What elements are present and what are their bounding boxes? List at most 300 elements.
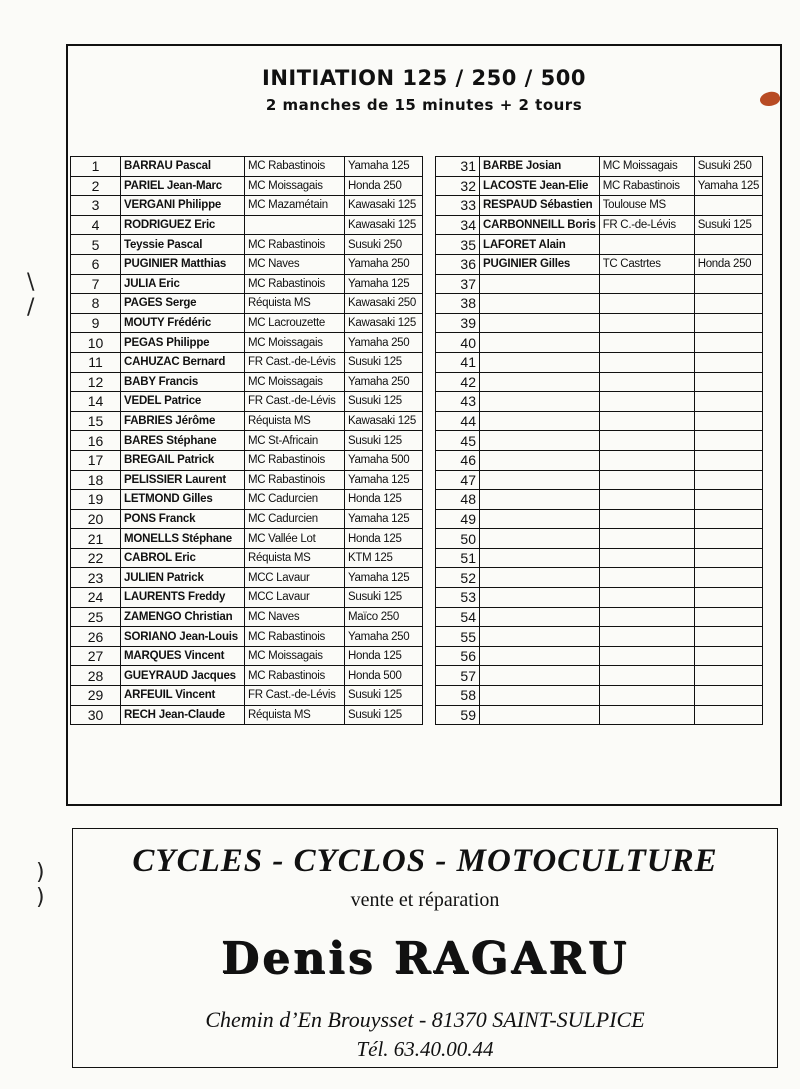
entry-rider	[480, 588, 600, 608]
entry-club: MC Rabastinois	[245, 235, 345, 255]
entry-bike	[694, 568, 762, 588]
table-row	[436, 490, 763, 510]
ad-address: Chemin d’En Brouysset - 81370 SAINT-SULPICE	[205, 1007, 645, 1032]
entry-rider: RODRIGUEZ Eric	[121, 215, 245, 235]
entry-number: 39	[436, 313, 480, 333]
entry-bike	[694, 392, 762, 412]
entry-number: 10	[71, 333, 121, 353]
entry-bike: Kawasaki 250	[345, 294, 423, 314]
entry-number: 25	[71, 607, 121, 627]
entry-club: MC Cadurcien	[245, 490, 345, 510]
entry-number: 15	[71, 411, 121, 431]
table-row	[436, 254, 763, 274]
table-row	[436, 392, 763, 412]
entry-bike: Susuki 250	[345, 235, 423, 255]
entry-number: 34	[436, 215, 480, 235]
table-row	[71, 686, 423, 706]
entry-number: 30	[71, 705, 121, 725]
punch-hole-mark: ) )	[36, 860, 45, 910]
table-row	[71, 352, 423, 372]
entry-number: 44	[436, 411, 480, 431]
entry-number: 29	[71, 686, 121, 706]
entry-club: MCC Lavaur	[245, 568, 345, 588]
entry-bike: Yamaha 125	[345, 274, 423, 294]
entry-number: 26	[71, 627, 121, 647]
entry-bike: Susuki 125	[694, 215, 762, 235]
entry-rider	[480, 431, 600, 451]
entry-club: MC Rabastinois	[599, 176, 694, 196]
entry-number: 43	[436, 392, 480, 412]
table-row	[436, 666, 763, 686]
entry-rider: MONELLS Stéphane	[121, 529, 245, 549]
entry-club	[599, 705, 694, 725]
table-row	[436, 548, 763, 568]
entry-bike: Yamaha 250	[345, 333, 423, 353]
entry-rider	[480, 411, 600, 431]
entry-rider: LAFORET Alain	[480, 235, 600, 255]
entry-rider: BARES Stéphane	[121, 431, 245, 451]
table-row	[436, 450, 763, 470]
entry-bike: Honda 125	[345, 646, 423, 666]
entry-rider	[480, 529, 600, 549]
entry-club: MC Lacrouzette	[245, 313, 345, 333]
entry-club	[599, 646, 694, 666]
entry-bike: Honda 250	[345, 176, 423, 196]
entry-bike	[694, 274, 762, 294]
table-row	[436, 705, 763, 725]
table-row	[71, 274, 423, 294]
entries-table-right	[435, 156, 763, 725]
entry-number: 33	[436, 196, 480, 216]
entry-number: 31	[436, 157, 480, 177]
table-row	[436, 294, 763, 314]
entry-club	[599, 490, 694, 510]
entry-bike: Susuki 125	[345, 431, 423, 451]
table-row	[71, 431, 423, 451]
entry-number: 21	[71, 529, 121, 549]
entry-club	[599, 235, 694, 255]
entry-number: 12	[71, 372, 121, 392]
entry-club: MC Mazamétain	[245, 196, 345, 216]
entry-rider	[480, 509, 600, 529]
entry-club	[599, 686, 694, 706]
entry-bike	[694, 607, 762, 627]
entry-rider: ARFEUIL Vincent	[121, 686, 245, 706]
entry-club	[599, 607, 694, 627]
entry-club: Réquista MS	[245, 411, 345, 431]
entry-club: MC St-Africain	[245, 431, 345, 451]
advertisement	[72, 828, 778, 1068]
entry-bike: Honda 250	[694, 254, 762, 274]
entry-club: MC Rabastinois	[245, 627, 345, 647]
entry-rider	[480, 450, 600, 470]
entry-club	[599, 509, 694, 529]
entry-rider	[480, 705, 600, 725]
entry-bike	[694, 411, 762, 431]
table-row	[71, 294, 423, 314]
entry-rider	[480, 568, 600, 588]
entry-number: 49	[436, 509, 480, 529]
entry-club	[599, 470, 694, 490]
entry-club	[599, 627, 694, 647]
entry-bike: Yamaha 125	[345, 509, 423, 529]
entry-bike	[694, 588, 762, 608]
table-row	[71, 529, 423, 549]
entry-number: 20	[71, 509, 121, 529]
entry-number: 57	[436, 666, 480, 686]
entry-rider: CABROL Eric	[121, 548, 245, 568]
entry-number: 50	[436, 529, 480, 549]
entry-rider: BARRAU Pascal	[121, 157, 245, 177]
table-row	[71, 157, 423, 177]
entry-number: 28	[71, 666, 121, 686]
entry-rider: BARBE Josian	[480, 157, 600, 177]
entry-rider: PELISSIER Laurent	[121, 470, 245, 490]
table-row	[436, 352, 763, 372]
table-row	[71, 509, 423, 529]
entry-rider: PARIEL Jean-Marc	[121, 176, 245, 196]
entry-rider: SORIANO Jean-Louis	[121, 627, 245, 647]
entry-rider: JULIEN Patrick	[121, 568, 245, 588]
entry-club: MC Moissagais	[599, 157, 694, 177]
entry-number: 45	[436, 431, 480, 451]
entry-rider	[480, 470, 600, 490]
entry-number: 22	[71, 548, 121, 568]
table-row	[71, 392, 423, 412]
table-row	[71, 666, 423, 686]
table-row	[436, 686, 763, 706]
entry-rider	[480, 686, 600, 706]
entry-rider: ZAMENGO Christian	[121, 607, 245, 627]
entry-rider: LACOSTE Jean-Elie	[480, 176, 600, 196]
entry-rider: GUEYRAUD Jacques	[121, 666, 245, 686]
entry-club	[599, 372, 694, 392]
entry-number: 59	[436, 705, 480, 725]
entry-bike	[694, 470, 762, 490]
table-row	[71, 470, 423, 490]
entry-club: MC Rabastinois	[245, 666, 345, 686]
entry-club: MC Moissagais	[245, 176, 345, 196]
entry-rider: VERGANI Philippe	[121, 196, 245, 216]
entry-rider	[480, 646, 600, 666]
entry-bike	[694, 431, 762, 451]
entry-bike: Kawasaki 125	[345, 196, 423, 216]
entry-bike: Yamaha 500	[345, 450, 423, 470]
entry-club	[599, 333, 694, 353]
entry-bike	[694, 450, 762, 470]
entry-number: 24	[71, 588, 121, 608]
table-row	[71, 568, 423, 588]
entry-bike: KTM 125	[345, 548, 423, 568]
entry-number: 36	[436, 254, 480, 274]
entry-rider	[480, 274, 600, 294]
entry-club: MCC Lavaur	[245, 588, 345, 608]
entry-bike: Yamaha 125	[345, 157, 423, 177]
entry-club: MC Moissagais	[245, 333, 345, 353]
punch-hole-mark: \ /	[27, 270, 35, 320]
entry-number: 53	[436, 588, 480, 608]
entry-bike: Susuki 125	[345, 705, 423, 725]
table-row	[436, 431, 763, 451]
entry-number: 2	[71, 176, 121, 196]
table-row	[436, 627, 763, 647]
entry-rider: LAURENTS Freddy	[121, 588, 245, 608]
entry-rider: RECH Jean-Claude	[121, 705, 245, 725]
entry-number: 38	[436, 294, 480, 314]
table-row	[436, 588, 763, 608]
entry-number: 35	[436, 235, 480, 255]
entry-club: Réquista MS	[245, 294, 345, 314]
entry-bike: Honda 500	[345, 666, 423, 686]
entry-number: 32	[436, 176, 480, 196]
entry-club	[599, 529, 694, 549]
entry-rider: BREGAIL Patrick	[121, 450, 245, 470]
entry-rider	[480, 490, 600, 510]
table-row	[71, 313, 423, 333]
entry-rider: PONS Franck	[121, 509, 245, 529]
table-row	[71, 588, 423, 608]
entry-number: 14	[71, 392, 121, 412]
entry-rider	[480, 627, 600, 647]
entry-bike: Kawasaki 125	[345, 411, 423, 431]
entry-club	[599, 666, 694, 686]
entry-club: Réquista MS	[245, 705, 345, 725]
entry-bike: Yamaha 250	[345, 254, 423, 274]
page-title: INITIATION 125 / 250 / 500	[262, 66, 586, 90]
entry-number: 18	[71, 470, 121, 490]
entry-number: 9	[71, 313, 121, 333]
entry-rider: RESPAUD Sébastien	[480, 196, 600, 216]
entry-number: 6	[71, 254, 121, 274]
table-row	[71, 333, 423, 353]
entry-bike: Honda 125	[345, 529, 423, 549]
entry-club	[599, 431, 694, 451]
entry-rider: BABY Francis	[121, 372, 245, 392]
entry-number: 11	[71, 352, 121, 372]
entry-rider: LETMOND Gilles	[121, 490, 245, 510]
entry-number: 51	[436, 548, 480, 568]
entry-rider	[480, 313, 600, 333]
entry-club	[599, 548, 694, 568]
entry-club: FR Cast.-de-Lévis	[245, 686, 345, 706]
entry-number: 4	[71, 215, 121, 235]
entry-number: 27	[71, 646, 121, 666]
entry-number: 37	[436, 274, 480, 294]
entry-bike: Kawasaki 125	[345, 215, 423, 235]
table-row	[71, 705, 423, 725]
entry-rider	[480, 294, 600, 314]
entry-number: 46	[436, 450, 480, 470]
entry-club: MC Moissagais	[245, 646, 345, 666]
entry-club: MC Cadurcien	[245, 509, 345, 529]
entry-rider: CARBONNEILL Boris	[480, 215, 600, 235]
entry-number: 23	[71, 568, 121, 588]
table-row	[71, 627, 423, 647]
entry-rider	[480, 352, 600, 372]
table-row	[71, 196, 423, 216]
ad-title: CYCLES - CYCLOS - MOTOCULTURE	[132, 843, 718, 879]
table-row	[436, 274, 763, 294]
entry-bike: Yamaha 125	[345, 470, 423, 490]
entry-club	[599, 313, 694, 333]
entry-number: 55	[436, 627, 480, 647]
entry-number: 42	[436, 372, 480, 392]
table-row	[436, 235, 763, 255]
entry-rider: CAHUZAC Bernard	[121, 352, 245, 372]
ad-service: vente et réparation	[350, 889, 500, 911]
entry-rider	[480, 548, 600, 568]
entry-club: Toulouse MS	[599, 196, 694, 216]
entry-list-frame	[66, 44, 782, 806]
table-row	[436, 157, 763, 177]
entry-rider: PUGINIER Gilles	[480, 254, 600, 274]
entry-rider	[480, 392, 600, 412]
entry-club: FR Cast.-de-Lévis	[245, 352, 345, 372]
entry-bike: Honda 125	[345, 490, 423, 510]
table-row	[71, 607, 423, 627]
entry-club: MC Naves	[245, 607, 345, 627]
entry-rider	[480, 372, 600, 392]
entry-bike	[694, 490, 762, 510]
entry-bike	[694, 294, 762, 314]
entry-rider	[480, 607, 600, 627]
entry-bike	[694, 196, 762, 216]
table-row	[436, 529, 763, 549]
table-row	[71, 254, 423, 274]
entry-club: MC Rabastinois	[245, 274, 345, 294]
entry-number: 5	[71, 235, 121, 255]
entry-bike	[694, 333, 762, 353]
entry-club: MC Rabastinois	[245, 157, 345, 177]
entry-rider	[480, 333, 600, 353]
table-row	[71, 176, 423, 196]
ad-business-name: Denis RAGARU	[220, 933, 630, 984]
entry-bike: Yamaha 125	[694, 176, 762, 196]
entry-bike: Susuki 125	[345, 392, 423, 412]
entry-bike	[694, 705, 762, 725]
entry-club	[599, 568, 694, 588]
entry-bike: Yamaha 250	[345, 627, 423, 647]
entry-rider: MARQUES Vincent	[121, 646, 245, 666]
entry-bike	[694, 686, 762, 706]
entry-number: 16	[71, 431, 121, 451]
table-row	[71, 646, 423, 666]
table-row	[71, 490, 423, 510]
entry-club: MC Vallée Lot	[245, 529, 345, 549]
entry-club	[599, 588, 694, 608]
entry-bike	[694, 646, 762, 666]
entry-number: 52	[436, 568, 480, 588]
table-row	[436, 470, 763, 490]
entry-rider: JULIA Eric	[121, 274, 245, 294]
table-row	[436, 509, 763, 529]
entry-club	[245, 215, 345, 235]
entry-bike: Yamaha 250	[345, 372, 423, 392]
entry-rider	[480, 666, 600, 686]
ad-phone: Tél. 63.40.00.44	[356, 1037, 494, 1061]
entry-club: TC Castrtes	[599, 254, 694, 274]
entry-number: 41	[436, 352, 480, 372]
table-row	[71, 450, 423, 470]
entry-bike: Susuki 250	[694, 157, 762, 177]
table-row	[71, 235, 423, 255]
entry-number: 1	[71, 157, 121, 177]
table-row	[436, 646, 763, 666]
entry-number: 40	[436, 333, 480, 353]
entry-rider: PEGAS Philippe	[121, 333, 245, 353]
entry-club	[599, 352, 694, 372]
table-row	[436, 196, 763, 216]
table-row	[436, 411, 763, 431]
entry-number: 47	[436, 470, 480, 490]
entries-table-left	[70, 156, 423, 725]
table-row	[436, 176, 763, 196]
entry-rider: Teyssie Pascal	[121, 235, 245, 255]
entry-bike	[694, 509, 762, 529]
entry-club: MC Rabastinois	[245, 450, 345, 470]
entry-bike: Kawasaki 125	[345, 313, 423, 333]
entry-club	[599, 274, 694, 294]
entry-bike	[694, 352, 762, 372]
entry-club: FR Cast.-de-Lévis	[245, 392, 345, 412]
entry-bike	[694, 313, 762, 333]
entry-number: 48	[436, 490, 480, 510]
entry-rider: FABRIES Jérôme	[121, 411, 245, 431]
table-row	[436, 372, 763, 392]
entry-bike: Susuki 125	[345, 588, 423, 608]
entry-club: MC Moissagais	[245, 372, 345, 392]
entry-bike	[694, 666, 762, 686]
table-row	[436, 568, 763, 588]
entry-number: 56	[436, 646, 480, 666]
entry-bike: Susuki 125	[345, 686, 423, 706]
table-row	[436, 313, 763, 333]
entry-rider: PAGES Serge	[121, 294, 245, 314]
entry-number: 58	[436, 686, 480, 706]
entry-bike	[694, 548, 762, 568]
entry-number: 3	[71, 196, 121, 216]
entry-club	[599, 411, 694, 431]
entry-club: MC Rabastinois	[245, 470, 345, 490]
entry-rider: VEDEL Patrice	[121, 392, 245, 412]
entry-bike	[694, 529, 762, 549]
entry-number: 8	[71, 294, 121, 314]
entry-club	[599, 392, 694, 412]
table-row	[71, 215, 423, 235]
table-row	[71, 411, 423, 431]
entry-number: 19	[71, 490, 121, 510]
table-row	[71, 372, 423, 392]
table-row	[436, 333, 763, 353]
table-row	[436, 607, 763, 627]
entry-rider: MOUTY Frédéric	[121, 313, 245, 333]
entry-club: Réquista MS	[245, 548, 345, 568]
entry-number: 54	[436, 607, 480, 627]
entry-number: 17	[71, 450, 121, 470]
entry-bike	[694, 372, 762, 392]
entry-club: FR C.-de-Lévis	[599, 215, 694, 235]
entry-club: MC Naves	[245, 254, 345, 274]
table-row	[71, 548, 423, 568]
entry-club	[599, 294, 694, 314]
entry-bike	[694, 235, 762, 255]
page-subtitle: 2 manches de 15 minutes + 2 tours	[265, 96, 583, 114]
entry-bike: Yamaha 125	[345, 568, 423, 588]
entry-bike: Susuki 125	[345, 352, 423, 372]
entry-rider: PUGINIER Matthias	[121, 254, 245, 274]
table-row	[436, 215, 763, 235]
entry-bike	[694, 627, 762, 647]
